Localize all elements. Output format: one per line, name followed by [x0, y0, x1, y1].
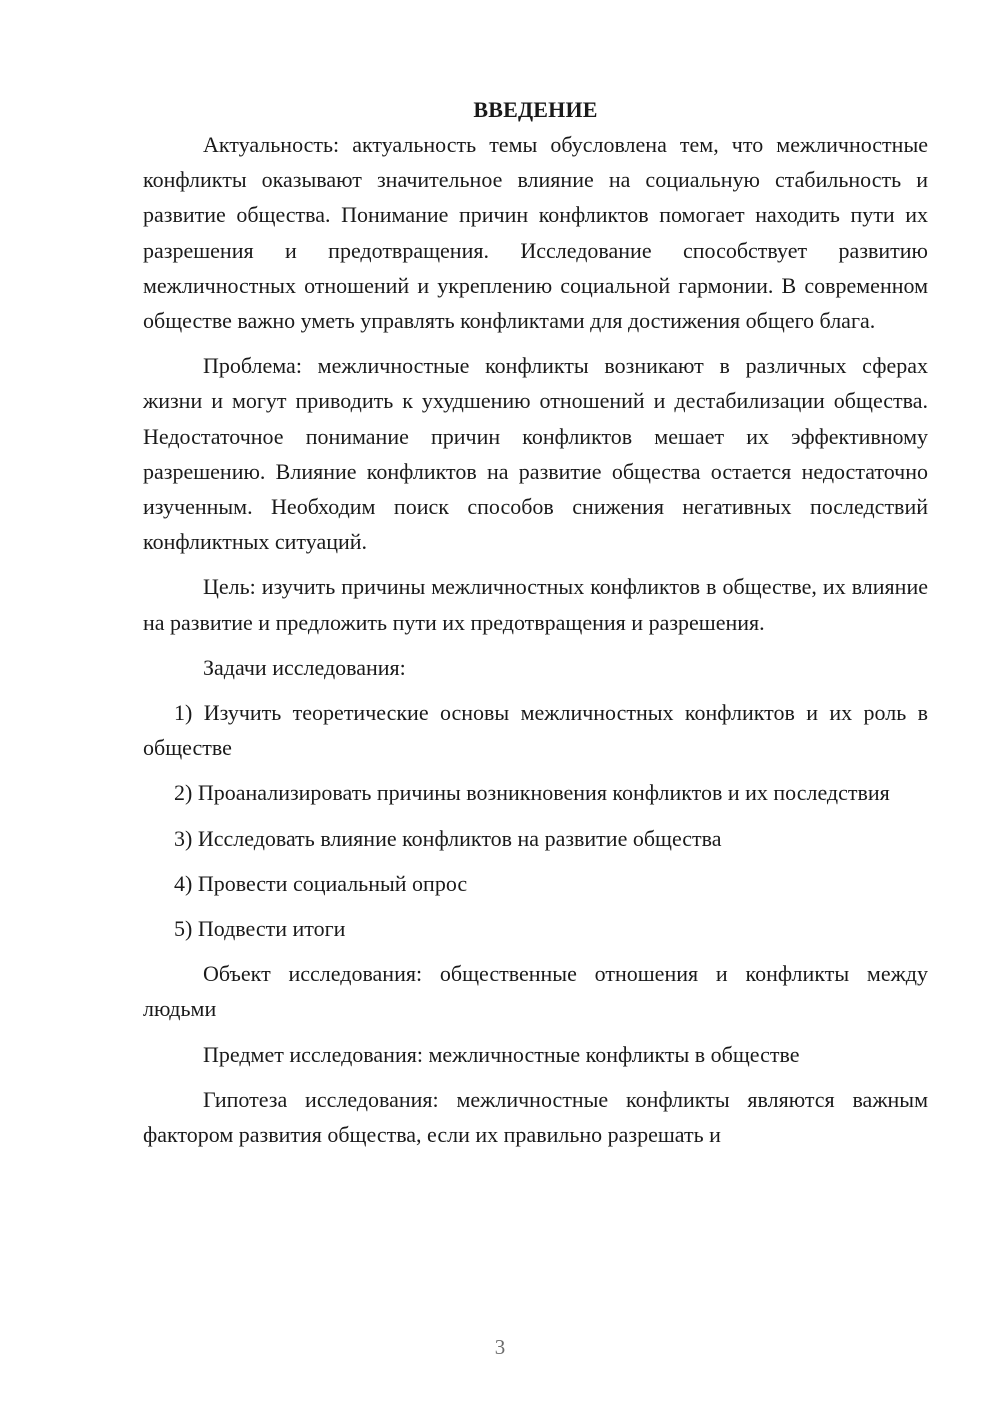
subject-paragraph: Предмет исследования: межличностные конфликты в обществе [203, 1041, 800, 1067]
task-item: 3) Исследовать влияние конфликтов на развитие общества [174, 825, 722, 851]
tasks-list [143, 695, 928, 946]
page-number: 3 [494, 1335, 506, 1359]
hypothesis-paragraph: Гипотеза исследования: межличностные конфликты являются важным фактором развития общества, если их правильно разрешать и [143, 1086, 928, 1148]
document-page [143, 95, 928, 1152]
goal-paragraph: Цель: изучить причины межличностных конфликтов в обществе, их влияние на развитие и предложить пути их предотвращения и разрешения. [143, 574, 928, 635]
problem-paragraph: Проблема: межличностные конфликты возникают в различных сферах жизни и могут приводить к ухудшению отношений и дестабилизации общества. Недостаточное понимание причин конфликтов мешает их эффективному разрешению. Влияние конфликтов на развитие общества остается недостаточно изученным. Необходим поиск способов снижения негативных последствий конфликтных ситуаций. [143, 353, 928, 555]
tasks-heading: Задачи исследования: [203, 654, 406, 680]
task-item: 2) Проанализировать причины возникновения конфликтов и их последствия [174, 780, 890, 806]
relevance-paragraph: Актуальность: актуальность темы обусловлена тем, что межличностные конфликты оказывают значительное влияние на социальную стабильность и развитие общества. Понимание причин конфликтов помогает находить пути их разрешения и предотвращения. Исследование способствует развитию межличностных отношений и укреплению социальной гармонии. В современном обществе важно уметь управлять конфликтами для достижения общего блага. [143, 132, 928, 334]
object-paragraph: Объект исследования: общественные отношения и конфликты между людьми [143, 961, 928, 1022]
section-title: ВВЕДЕНИЕ [473, 97, 598, 122]
task-item: 5) Подвести итоги [174, 916, 346, 942]
task-item: 4) Провести социальный опрос [174, 870, 468, 896]
task-item: 1) Изучить теоретические основы межличностных конфликтов и их роль в обществе [143, 700, 928, 761]
